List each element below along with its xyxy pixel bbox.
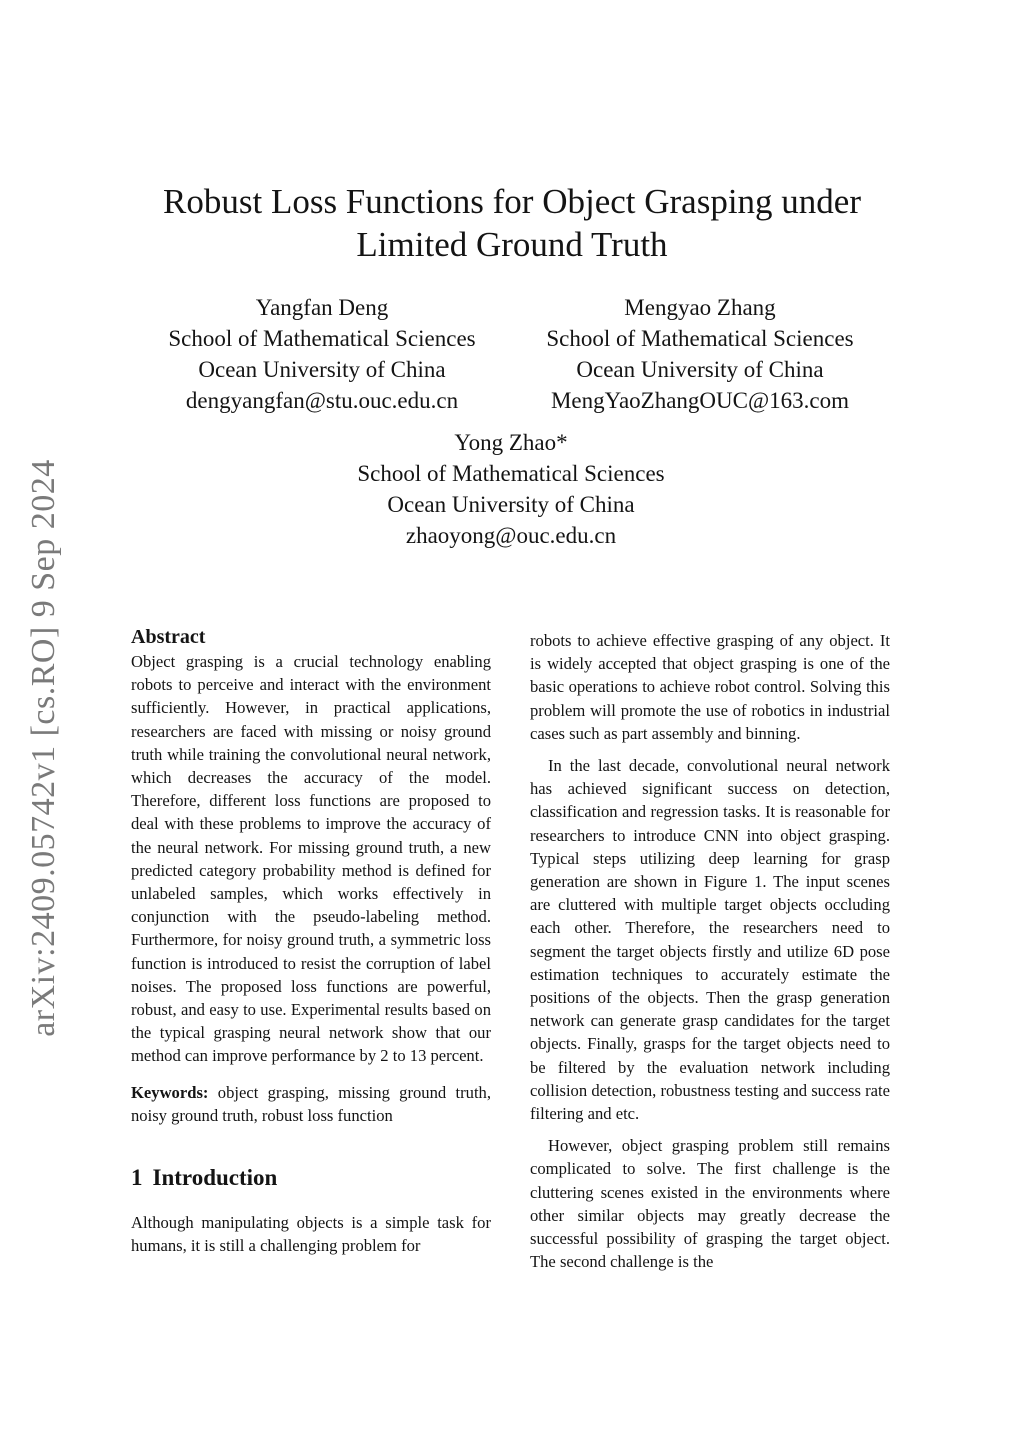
author-university: Ocean University of China — [576, 357, 824, 382]
arxiv-identifier: arXiv:2409.05742v1 [cs.RO] 9 Sep 2024 — [25, 459, 62, 1037]
left-column — [131, 624, 491, 1257]
author-name: Mengyao Zhang — [624, 295, 776, 320]
author-email: zhaoyong@ouc.edu.cn — [405, 523, 617, 548]
title-line-2: Limited Ground Truth — [356, 225, 668, 264]
author-block-3 — [341, 427, 681, 551]
section-title: Introduction — [152, 1165, 278, 1191]
author-email: dengyangfan@stu.ouc.edu.cn — [185, 388, 459, 413]
author-university: Ocean University of China — [387, 492, 635, 517]
introduction-heading — [131, 1163, 491, 1193]
author-email: MengYaoZhangOUC@163.com — [550, 388, 850, 413]
author-department: School of Mathematical Sciences — [357, 461, 665, 486]
author-university: Ocean University of China — [198, 357, 446, 382]
intro-paragraph-2: In the last decade, convolutional neural network has achieved significant success on detection, classification and regression tasks. It is reasonable for researchers to introduce CNN into object grasping. Typical steps utilizing deep learning for grasp generation are shown in Figure 1. The input scenes are cluttered with multiple target objects occluding each other. Therefore, the researchers need to segment the target objects firstly and utilize 6D pose estimation techniques to accurately estimate the positions of the objects. Then the grasp generation network can generate grasp candidates for the target objects. Finally, grasps for the target objects need to be filtered by the evaluation network including collision detection, robustness testing and success rate filtering and etc. — [530, 756, 890, 1124]
author-department: School of Mathematical Sciences — [168, 326, 476, 351]
intro-paragraph-3: However, object grasping problem still remains complicated to solve. The first challenge is the cluttering scenes existed in the environments where other similar objects may greatly decrease the successful possibility of grasping the target object. The second challenge is the — [530, 1136, 890, 1272]
paper-title — [0, 180, 1024, 266]
keywords-text: object grasping, missing ground truth, noisy ground truth, robust loss function — [131, 1082, 491, 1125]
title-line-1: Robust Loss Functions for Object Grasping under — [163, 182, 861, 221]
abstract-text: Object grasping is a crucial technology enabling robots to perceive and interact with the environment sufficiently. However, in practical applications, researchers are faced with missing or noisy ground truth while training the convolutional neural network, which decreases the accuracy of the model. Therefore, different loss functions are proposed to deal with these problems to improve the accuracy of the neural network. For missing ground truth, a new predicted category probability method is defined for unlabeled samples, which works effectively in conjunction with the pseudo-labeling method. Furthermore, for noisy ground truth, a symmetric loss function is introduced to resist the corruption of label noises. The proposed loss functions are powerful, robust, and easy to use. Experimental results based on the typical grasping neural network show that our method can improve performance by 2 to 13 percent. — [131, 652, 491, 1066]
author-department: School of Mathematical Sciences — [546, 326, 854, 351]
author-block-2 — [530, 292, 870, 416]
author-name: Yangfan Deng — [255, 295, 389, 320]
author-name: Yong Zhao* — [454, 430, 568, 455]
abstract-heading: Abstract — [131, 626, 206, 648]
section-number: 1 — [131, 1165, 143, 1191]
keywords-label: Keywords: — [131, 1082, 209, 1102]
intro-paragraph-1-start: Although manipulating objects is a simple task for humans, it is still a challenging problem for — [131, 1213, 491, 1256]
right-column — [530, 629, 890, 1273]
keywords — [131, 1081, 491, 1127]
author-block-1 — [152, 292, 492, 416]
intro-paragraph-1-end: robots to achieve effective grasping of any object. It is widely accepted that object grasping is one of the basic operations to achieve robot control. Solving this problem will promote the use of robotics in industrial cases such as part assembly and binning. — [530, 631, 890, 743]
